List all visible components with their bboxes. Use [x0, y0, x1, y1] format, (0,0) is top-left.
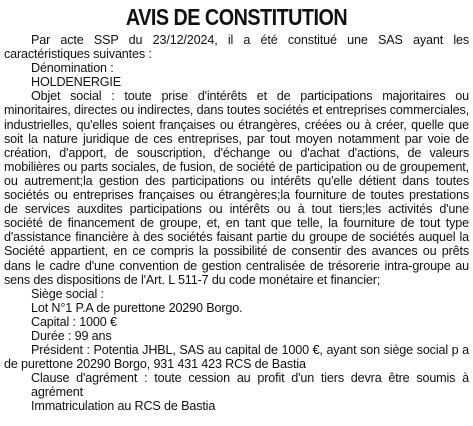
denomination-value: HOLDENERGIE: [31, 75, 122, 90]
immatriculation-line: Immatriculation au RCS de Bastia: [31, 399, 216, 414]
legal-notice: [4, 4, 469, 414]
duree-line: Durée : 99 ans: [31, 328, 112, 343]
objet-social-paragraph: Objet social : toute prise d'intérêts et de participations majoritaires ou minoritaires, directes ou indirectes, dans toutes sociétés et entreprises commerciales, industrielles, qu'elles soient françaises ou étrangères, créées ou à créer, quelle que soit la nature juridique de ces entreprises, par tout moyen notamment par voie de création, d'apport, de souscription, d'échange ou d'achat d'actions, de valeurs mobilières ou parts sociales, de fusion, de société de participation ou de groupement, ou autrement;la gestion des participations ou intérêts qu'elle détient dans toutes sociétés ou entreprises françaises ou étrangères;la fourniture de toutes prestations de services auxdites participations ou intérêts ou à tout tiers;les activités d'une société de financement de groupe, et, en tant que telle, la fourniture de tout type d'assistance financière à des sociétés faisant partie du groupe de sociétés auquel la Société appartient, en ce compris la possibilité de consentir des avances ou prêts dans le cadre d'une convention de gestion centralisée de trésorerie intra-groupe au sens des dispositions de l'Art. L 511-7 du code monétaire et financier;: [4, 89, 469, 287]
denomination-label: Dénomination :: [31, 61, 114, 76]
siege-label: Siège social :: [31, 286, 104, 301]
president-paragraph: Président : Potentia JHBL, SAS au capital de 1000 €, ayant son siège social p a de purettone 20290 Borgo, 931 431 423 RCS de Bastia: [4, 343, 469, 372]
capital-line: Capital : 1000 €: [31, 314, 117, 329]
notice-body: [4, 33, 469, 414]
notice-title: AVIS DE CONSTITUTION: [125, 4, 348, 30]
siege-value: Lot N°1 P.A de purettone 20290 Borgo.: [31, 300, 243, 315]
intro-paragraph: Par acte SSP du 23/12/2024, il a été constitué une SAS ayant les caractéristiques suivantes :: [4, 33, 469, 62]
agrement-line: Clause d'agrément : toute cession au profit d'un tiers devra être soumis à agrément: [31, 371, 469, 400]
